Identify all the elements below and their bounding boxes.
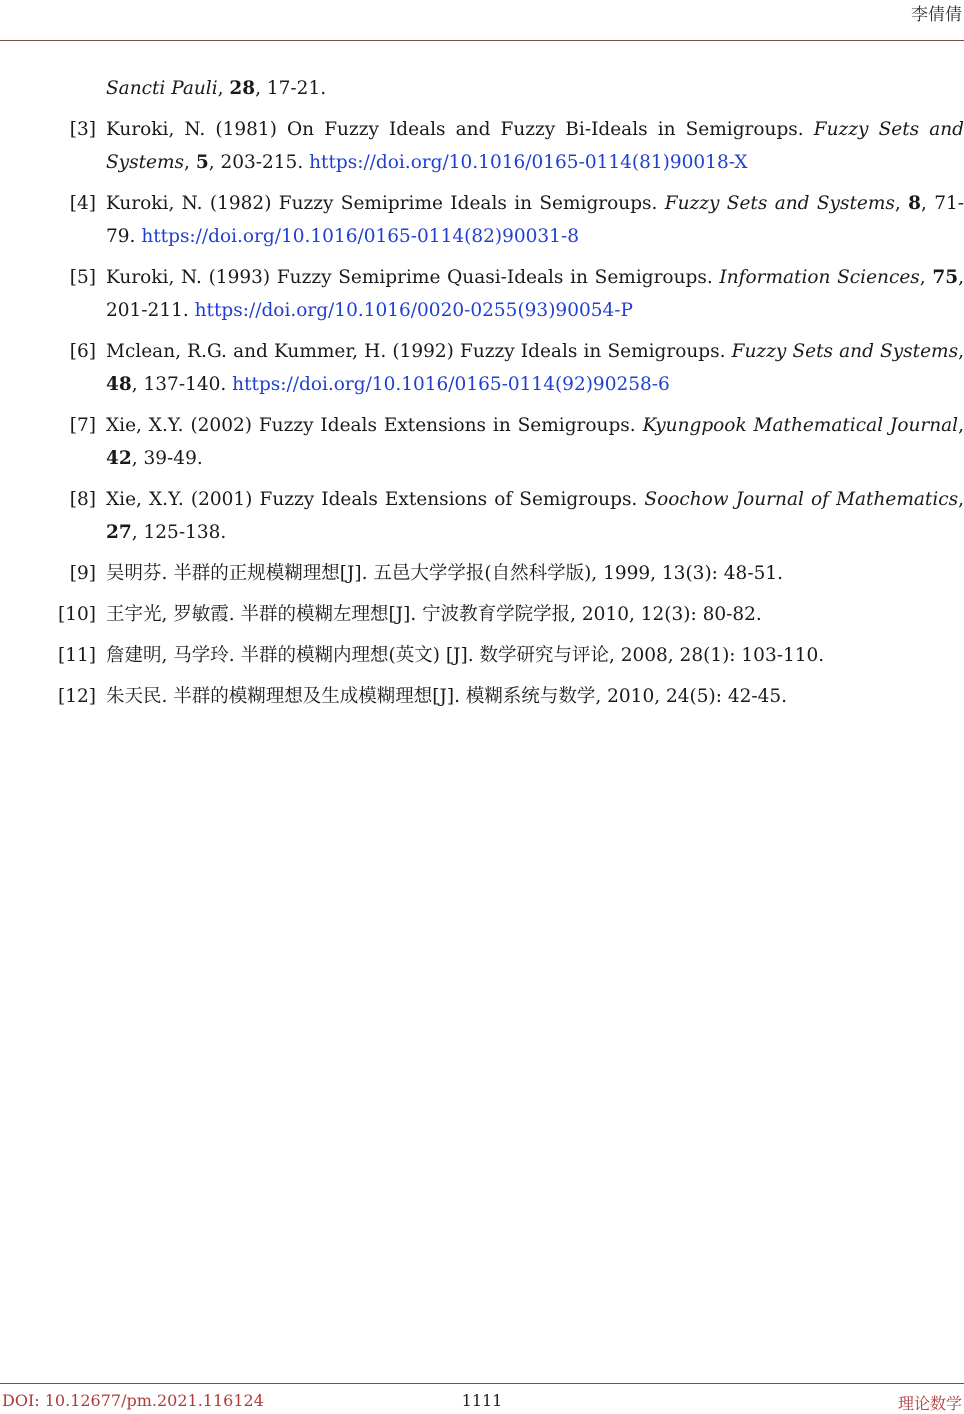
reference-item [0, 261, 964, 327]
volume: 8 [908, 193, 921, 214]
reference-item [0, 409, 964, 475]
running-head-author: 李倩倩 [911, 5, 962, 25]
running-head [0, 0, 964, 40]
doi-link[interactable]: https://doi.org/10.1016/0165-0114(92)90258-6 [232, 374, 670, 395]
reference-number: [9] [69, 563, 96, 584]
volume: 42 [106, 448, 132, 469]
reference-text: Xie, X.Y. (2002) Fuzzy Ideals Extensions in Semigroups. Kyungpook Mathematical Journal, 42, 39-49. [106, 415, 964, 469]
reference-item [0, 187, 964, 253]
volume: 48 [106, 374, 132, 395]
journal-name: Information Sciences [719, 267, 920, 288]
journal-name: Fuzzy Sets and Systems [664, 193, 895, 214]
reference-text: Mclean, R.G. and Kummer, H. (1992) Fuzzy Ideals in Semigroups. Fuzzy Sets and Systems, 48, 137-140. https://doi.org/10.1016/0165-0114(92)90258-6 [106, 341, 964, 395]
reference-list [0, 72, 964, 721]
reference-item [0, 483, 964, 549]
footer-doi: DOI: 10.12677/pm.2021.116124 [2, 1391, 264, 1410]
reference-number: [7] [69, 415, 96, 436]
reference-text: Kuroki, N. (1981) On Fuzzy Ideals and Fuzzy Bi-Ideals in Semigroups. Fuzzy Sets and Systems, 5, 203-215. https://doi.org/10.1016/0165-0114(81)90018-X [106, 119, 964, 173]
header-rule [0, 40, 964, 41]
reference-item [0, 72, 964, 105]
volume: 28 [229, 78, 256, 99]
reference-text: Kuroki, N. (1982) Fuzzy Semiprime Ideals in Semigroups. Fuzzy Sets and Systems, 8, 71-79. https://doi.org/10.1016/0165-0114(82)90031-8 [106, 193, 964, 247]
reference-number: [12] [58, 686, 96, 707]
reference-item [0, 113, 964, 179]
journal-name: Sancti Pauli [106, 78, 218, 99]
page-number: 1111 [461, 1391, 503, 1410]
reference-number: [8] [69, 489, 96, 510]
volume: 75 [932, 267, 959, 288]
reference-text: 王宇光, 罗敏霞. 半群的模糊左理想[J]. 宁波教育学院学报, 2010, 12(3): 80-82. [106, 604, 762, 625]
reference-item [0, 335, 964, 401]
journal-name: Kyungpook Mathematical Journal [642, 415, 959, 436]
reference-number: [11] [58, 645, 96, 666]
reference-number: [6] [69, 341, 96, 362]
journal-name: Fuzzy Sets and Systems [106, 119, 964, 173]
reference-number: [5] [69, 267, 96, 288]
doi-link[interactable]: https://doi.org/10.1016/0165-0114(82)90031-8 [141, 226, 579, 247]
journal-name: Soochow Journal of Mathematics [644, 489, 959, 510]
reference-item [0, 680, 964, 713]
volume: 27 [106, 522, 132, 543]
reference-item [0, 557, 964, 590]
reference-number: [10] [58, 604, 96, 625]
reference-text: 吴明芬. 半群的正规模糊理想[J]. 五邑大学学报(自然科学版), 1999, 13(3): 48-51. [106, 563, 783, 584]
journal-name: Fuzzy Sets and Systems [731, 341, 959, 362]
footer-journal: 理论数学 [897, 1394, 962, 1413]
volume: 5 [195, 152, 209, 173]
reference-text: Sancti Pauli, 28, 17-21. [106, 78, 327, 99]
reference-item [0, 639, 964, 672]
doi-link[interactable]: https://doi.org/10.1016/0020-0255(93)90054-P [194, 300, 633, 321]
reference-text: 詹建明, 马学玲. 半群的模糊内理想(英文) [J]. 数学研究与评论, 2008, 28(1): 103-110. [106, 645, 825, 666]
reference-text: 朱天民. 半群的模糊理想及生成模糊理想[J]. 模糊系统与数学, 2010, 24(5): 42-45. [106, 686, 788, 707]
reference-number: [4] [69, 193, 96, 214]
doi-link[interactable]: https://doi.org/10.1016/0165-0114(81)90018-X [309, 152, 748, 173]
reference-number: [3] [69, 119, 96, 140]
reference-text: Kuroki, N. (1993) Fuzzy Semiprime Quasi-Ideals in Semigroups. Information Sciences, 75, 201-211. https://doi.org/10.1016/0020-0255(93)90054-P [106, 267, 964, 321]
reference-text: Xie, X.Y. (2001) Fuzzy Ideals Extensions of Semigroups. Soochow Journal of Mathematics, 27, 125-138. [106, 489, 964, 543]
footer-rule [0, 1383, 964, 1384]
reference-item [0, 598, 964, 631]
